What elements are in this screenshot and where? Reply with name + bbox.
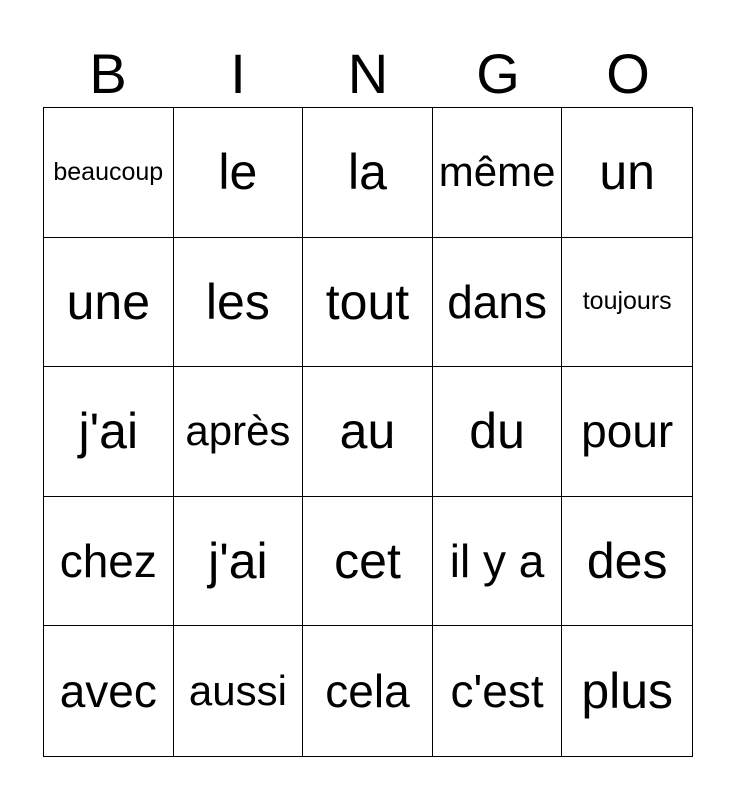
bingo-cell[interactable]: cet bbox=[303, 497, 433, 627]
header-letter-o: O bbox=[606, 42, 650, 105]
bingo-board bbox=[43, 107, 693, 757]
header-letter-g: G bbox=[476, 42, 520, 105]
bingo-cell[interactable]: le bbox=[174, 108, 304, 238]
bingo-cell[interactable]: cela bbox=[303, 626, 433, 756]
bingo-cell[interactable]: toujours bbox=[562, 238, 692, 368]
bingo-cell[interactable]: au bbox=[303, 367, 433, 497]
bingo-cell[interactable]: aussi bbox=[174, 626, 304, 756]
header-letter-i: I bbox=[230, 42, 246, 105]
bingo-cell[interactable]: la bbox=[303, 108, 433, 238]
bingo-cell[interactable]: même bbox=[433, 108, 563, 238]
bingo-cell[interactable]: j'ai bbox=[44, 367, 174, 497]
bingo-cell[interactable]: tout bbox=[303, 238, 433, 368]
bingo-cell[interactable]: après bbox=[174, 367, 304, 497]
header-letter-n: N bbox=[347, 42, 389, 105]
bingo-cell[interactable]: j'ai bbox=[174, 497, 304, 627]
bingo-cell[interactable]: du bbox=[433, 367, 563, 497]
bingo-cell[interactable]: chez bbox=[44, 497, 174, 627]
bingo-cell[interactable]: dans bbox=[433, 238, 563, 368]
bingo-cell[interactable]: c'est bbox=[433, 626, 563, 756]
bingo-cell[interactable]: des bbox=[562, 497, 692, 627]
bingo-cell[interactable]: pour bbox=[562, 367, 692, 497]
bingo-cell[interactable]: avec bbox=[44, 626, 174, 756]
bingo-cell[interactable]: plus bbox=[581, 663, 674, 720]
bingo-cell[interactable]: beaucoup bbox=[44, 108, 174, 238]
bingo-cell[interactable]: une bbox=[44, 238, 174, 368]
bingo-cell[interactable]: il y a bbox=[433, 497, 563, 627]
bingo-cell[interactable]: un bbox=[562, 108, 692, 238]
bingo-header bbox=[43, 42, 693, 106]
bingo-cell[interactable]: les bbox=[174, 238, 304, 368]
header-letter-b: B bbox=[89, 42, 127, 105]
